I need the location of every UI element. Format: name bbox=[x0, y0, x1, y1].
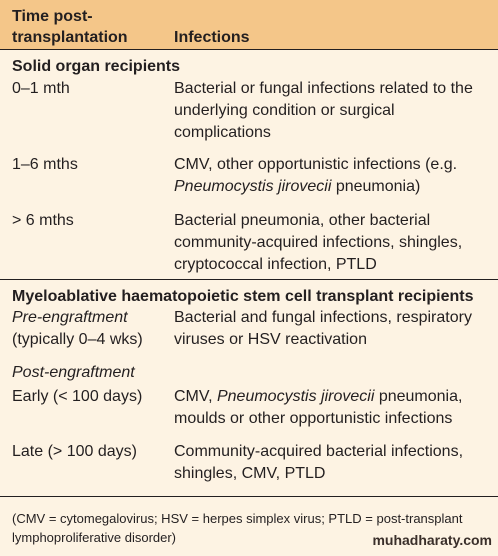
organism-name: Pneumocystis jirovecii bbox=[174, 178, 332, 195]
header-rule bbox=[0, 49, 498, 50]
table-header bbox=[0, 0, 498, 49]
row-infections-0-1: Bacterial or fungal infections related to the underlying condition or surgical complications bbox=[174, 80, 473, 141]
row-infections-1-6 bbox=[174, 154, 492, 198]
post-engraftment-label: Post-engraftment bbox=[12, 364, 135, 381]
section-rule bbox=[0, 279, 498, 280]
footnote-rule bbox=[0, 496, 498, 497]
section-title-stem-cell: Myeloablative haematopoietic stem cell transplant recipients bbox=[12, 288, 474, 305]
pre-engraftment-infections: Bacterial and fungal infections, respiratory viruses or HSV reactivation bbox=[174, 309, 472, 348]
organism-name: Pneumocystis jirovecii bbox=[216, 388, 375, 405]
early-time: Early (< 100 days) bbox=[12, 388, 143, 405]
row-time-over-6: > 6 mths bbox=[12, 212, 74, 229]
section-title-solid-organ: Solid organ recipients bbox=[12, 58, 181, 75]
header-time-label: Time post-transplantation bbox=[12, 8, 128, 46]
pre-engraftment-label: Pre-engraftment bbox=[12, 309, 128, 326]
late-time: Late (> 100 days) bbox=[12, 443, 137, 460]
header-infections-label: Infections bbox=[174, 29, 250, 46]
infections-text: pneumonia) bbox=[331, 178, 421, 195]
early-infections bbox=[174, 386, 492, 430]
infections-text: pneumonia, moulds or other opportunistic infections bbox=[174, 388, 463, 427]
infections-text: CMV, bbox=[174, 388, 217, 405]
footnote: (CMV = cytomegalovirus; HSV = herpes simplex virus; PTLD = post-transplant lymphoproliferative disorder) bbox=[12, 511, 463, 545]
late-infections: Community-acquired bacterial infections, shingles, CMV, PTLD bbox=[174, 443, 464, 482]
row-time-0-1: 0–1 mth bbox=[12, 80, 70, 97]
row-time-1-6: 1–6 mths bbox=[12, 156, 78, 173]
infections-text: CMV, other opportunistic infections (e.g. bbox=[174, 156, 458, 173]
pre-engraftment-sublabel: (typically 0–4 wks) bbox=[12, 331, 143, 348]
row-infections-over-6: Bacterial pneumonia, other bacterial community-acquired infections, shingles, cryptococcal infection, PTLD bbox=[174, 212, 463, 273]
watermark: muhadharaty.com bbox=[372, 532, 492, 548]
